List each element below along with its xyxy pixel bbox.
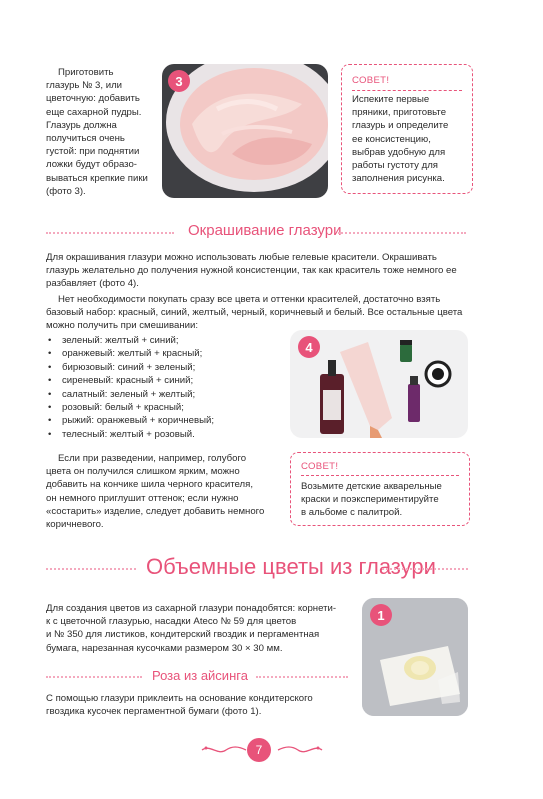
intro-line: цветочную: добавить	[46, 93, 140, 105]
photo-icing-bowl	[162, 64, 328, 198]
intro-line: Глазурь должна	[46, 119, 117, 131]
tip-line: в альбоме с палитрой.	[301, 507, 403, 519]
tip-line: выбрав удобную для	[352, 146, 446, 158]
subheading-rule-left	[46, 676, 142, 678]
after-line: коричневого.	[46, 519, 104, 531]
intro-line: вываться крепкие пики	[46, 172, 148, 184]
tip-box	[341, 64, 473, 194]
tip-divider	[301, 475, 459, 476]
rose-paragraph	[46, 692, 346, 718]
list-item: • салатный: зеленый + желтый;	[46, 388, 286, 401]
color-mix-list	[46, 334, 286, 441]
after-line: Если при разведении, например, голубого	[58, 453, 247, 464]
subheading: Роза из айсинга	[152, 668, 248, 683]
list-item: • бирюзовый: синий + зеленый;	[46, 361, 286, 374]
heading-rule-right	[338, 232, 466, 234]
intro-line: получиться очень	[46, 133, 125, 145]
list-item: • оранжевый: желтый + красный;	[46, 347, 286, 360]
list-item: • рыжий: оранжевый + коричневый;	[46, 414, 286, 427]
coloring-intro	[46, 251, 486, 332]
flowers-intro-line: Для создания цветов из сахарной глазури понадобятся: корнети-	[46, 603, 337, 614]
tip-text	[301, 480, 465, 520]
intro-line: глазурь № 3, или	[46, 80, 123, 92]
heading-rule-right	[382, 568, 468, 570]
coloring-base-line: базовый набор: красный, синий, желтый, черный, коричневый и белый. Все остальные цвета	[46, 306, 463, 318]
heading-rule-left	[46, 568, 136, 570]
tip-line: глазурь и определите	[352, 120, 449, 132]
photo-number-badge: 3	[168, 70, 190, 92]
rose-line: С помощью глазури приклеить на основание кондитерского	[46, 693, 313, 704]
tip-divider	[352, 90, 462, 91]
intro-paragraph	[46, 66, 158, 198]
intro-line: густой: при поднятии	[46, 146, 140, 158]
tip-text	[352, 93, 470, 185]
coloring-intro-line: разбавляет (фото 4).	[46, 278, 139, 290]
tip-line: работы густоту для	[352, 160, 438, 172]
after-line: он немного приглушит оттенок; если нужно	[46, 492, 239, 504]
tip-title: СОВЕТ!	[301, 461, 339, 472]
intro-line: ложки будут образо-	[46, 159, 138, 171]
rose-line: гвоздика кусочек пергаментной бумаги (фото 1).	[46, 706, 262, 718]
tip-line: заполнения рисунка.	[352, 173, 445, 185]
flowers-intro-line: к с цветочной глазурью, насадки Ateco № 59 для цветов	[46, 616, 297, 628]
coloring-intro-line: Для окрашивания глазури можно использовать любые гелевые красители. Окрашивать	[46, 252, 437, 263]
tip-line: ее консистенцию,	[352, 133, 431, 145]
flourish-right-icon	[276, 742, 324, 758]
flourish-left-icon	[200, 742, 248, 758]
intro-line: (фото 3).	[46, 185, 86, 197]
after-line: «состарить» изделие, следует добавить немного	[46, 505, 265, 517]
coloring-after-paragraph	[46, 452, 286, 531]
page-number: 7	[247, 738, 271, 762]
photo-number-badge: 1	[370, 604, 392, 626]
tip-box	[290, 452, 470, 526]
list-item: • телесный: желтый + розовый.	[46, 428, 286, 441]
coloring-base-line: Нет необходимости покупать сразу все цвета и оттенки красителей, достаточно взять	[58, 293, 441, 305]
list-item: • сиреневый: красный + синий;	[46, 374, 286, 387]
photo-gel-colors	[290, 330, 468, 438]
heading-rule-left	[46, 232, 174, 234]
coloring-base-line: можно получить при смешивании:	[46, 320, 199, 332]
after-line: добавить на кончике шила черного красителя,	[46, 479, 253, 491]
after-line: цвета он получился слишком ярким, можно	[46, 466, 240, 478]
list-item: • зеленый: желтый + синий;	[46, 334, 286, 347]
tip-line: пряники, приготовьте	[352, 107, 447, 119]
coloring-intro-line: глазурь желательно до получения нужной консистенции, так как краситель тоже немного ее	[46, 265, 457, 277]
section-heading: Объемные цветы из глазури	[146, 554, 436, 579]
list-item: • розовый: белый + красный;	[46, 401, 286, 414]
tip-title: СОВЕТ!	[352, 75, 390, 86]
flowers-intro	[46, 602, 346, 655]
photo-number-badge: 4	[298, 336, 320, 358]
flowers-intro-line: и № 350 для листиков, кондитерский гвоздик и пергаментная	[46, 629, 320, 641]
tip-line: Испеките первые	[352, 94, 430, 105]
intro-line: еще сахарной пудры.	[46, 106, 142, 118]
tip-line: краски и поэкспериментируйте	[301, 494, 439, 506]
flowers-intro-line: бумага, нарезанная кусочками размером 30 × 30 мм.	[46, 642, 283, 654]
intro-line: Приготовить	[58, 67, 114, 78]
photo-flower-nail	[362, 598, 468, 716]
tip-line: Возьмите детские акварельные	[301, 481, 442, 492]
section-heading: Окрашивание глазури	[188, 222, 342, 239]
subheading-rule-right	[256, 676, 348, 678]
